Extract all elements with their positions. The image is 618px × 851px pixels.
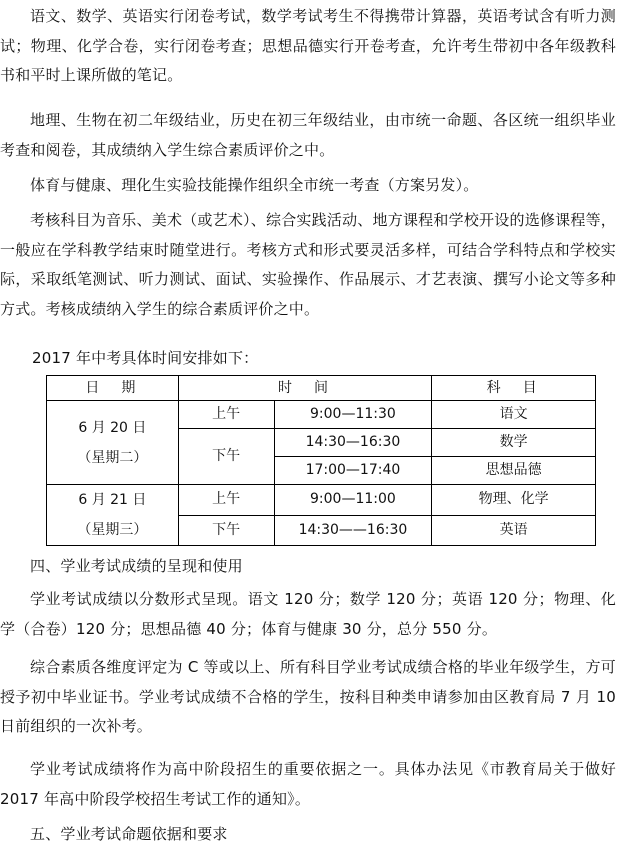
paragraph-admission-basis: 学业考试成绩将作为高中阶段招生的重要依据之一。具体办法见《市教育局关于做好 2017 年高中阶段学校招生考试工作的通知》。 [0, 760, 616, 808]
date-cell-day1 [47, 401, 179, 485]
time-cell: 17:00—17:40 [274, 457, 432, 485]
period-cell: 上午 [178, 485, 274, 516]
table-header-row [47, 376, 596, 401]
subject-cell: 语文 [432, 401, 596, 429]
paragraph-graduation-requirement: 综合素质各维度评定为 C 等或以上、所有科目学业考试成绩合格的毕业年级学生，方可授予初中毕业证书。学业考试成绩不合格的学生，按科目种类申请参加由区教育局 7 月 10 日前组织的一次补考。 [0, 658, 616, 735]
paragraph-score-presentation: 学业考试成绩以分数形式呈现。语文 120 分；数学 120 分；英语 120 分；物理、化学（合卷）120 分；思想品德 40 分；体育与健康 30 分，总分 550 分。 [0, 590, 616, 638]
exam-schedule-table [46, 375, 596, 546]
section-heading-five: 五、学业考试命题依据和要求 [30, 825, 228, 843]
header-time: 时 间 [178, 376, 432, 401]
paragraph-schedule-intro: 2017 年中考具体时间安排如下： [32, 349, 259, 367]
time-cell: 14:30—16:30 [274, 429, 432, 457]
date-day2: 6 月 21 日 [78, 492, 147, 508]
header-subject: 科 目 [432, 376, 596, 401]
paragraph-pe-lab: 体育与健康、理化生实验技能操作组织全市统一考查（方案另发）。 [30, 176, 479, 194]
time-cell: 14:30——16:30 [274, 515, 432, 546]
table-row [47, 485, 596, 516]
weekday-day2: （星期三） [77, 522, 148, 538]
subject-cell: 物理、化学 [432, 485, 596, 516]
paragraph-exam-format: 语文、数学、英语实行闭卷考试，数学考试考生不得携带计算器，英语考试含有听力测试；物理、化学合卷，实行闭卷考查；思想品德实行开卷考查，允许考生带初中各年级教科书和平时上课所做的笔记。 [0, 7, 616, 84]
subject-cell: 思想品德 [432, 457, 596, 485]
time-cell: 9:00—11:00 [274, 485, 432, 516]
weekday-day1: （星期二） [77, 449, 148, 466]
subject-cell: 数学 [432, 429, 596, 457]
period-cell: 上午 [178, 401, 274, 429]
header-date: 日 期 [47, 376, 179, 401]
period-cell: 下午 [178, 515, 274, 546]
paragraph-geography-biology: 地理、生物在初二年级结业，历史在初三年级结业，由市统一命题、各区统一组织毕业考查和阅卷，其成绩纳入学生综合素质评价之中。 [0, 111, 616, 159]
table-row [47, 401, 596, 429]
date-day1: 6 月 20 日 [78, 419, 147, 436]
subject-cell: 英语 [432, 515, 596, 546]
time-cell: 9:00—11:30 [274, 401, 432, 429]
period-cell: 下午 [178, 429, 274, 485]
date-cell-day2 [47, 485, 179, 546]
section-heading-four: 四、学业考试成绩的呈现和使用 [30, 557, 243, 575]
paragraph-assessment-subjects: 考核科目为音乐、美术（或艺术）、综合实践活动、地方课程和学校开设的选修课程等，一般应在学科教学结束时随堂进行。考核方式和形式要灵活多样，可结合学科特点和学校实际，采取纸笔测试、听力测试、面试、实验操作、作品展示、才艺表演、撰写小论文等多种方式。考核成绩纳入学生的综合素质评价之中。 [0, 211, 616, 318]
